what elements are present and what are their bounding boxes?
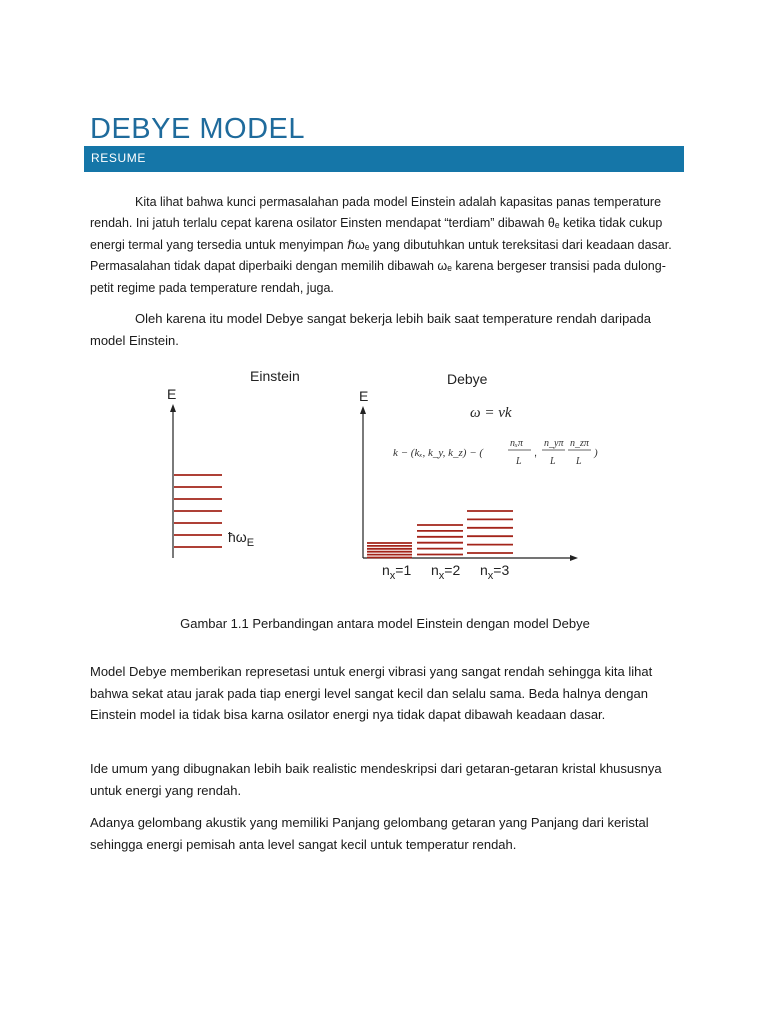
paragraph-intro-text: Kita lihat bahwa kunci permasalahan pada model Einstein adalah kapasitas panas temperature rendah. Ini jatuh terlalu cepat karena osilator Einsten mendapat “terdiam” dibawah θₑ ketika tidak cukup energi termal yang tersedia untuk menyimpan ℏωₑ yang dibutuhkan untuk tereksitasi dari keadaan dasar. Permasalahan tidak dapat diperbaiki dengan memilih dibawah ωₑ karena bergeser transisi pada dulong-petit regime pada temperature rendah, juga. [90, 194, 672, 295]
debye-k-axis-arrow [570, 555, 578, 561]
debye-equation-wavevector [393, 438, 598, 467]
debye-levels [367, 511, 513, 558]
debye-frac1-den: L [516, 456, 522, 467]
debye-equation-lhs: k − (kₓ, k_y, k_z) − ( [393, 447, 484, 459]
debye-equation-dispersion: ω = νk [470, 405, 512, 421]
einstein-axis-label: E [167, 386, 177, 402]
einstein-level-label-sub: E [246, 537, 255, 549]
debye-frac2-den: L [550, 456, 556, 467]
debye-frac1-num: nₓπ [510, 438, 523, 449]
debye-equation-rhs: ) [594, 447, 598, 459]
einstein-levels [174, 475, 222, 547]
paragraph-intro [90, 192, 680, 300]
paragraph-conclusion [90, 308, 680, 351]
debye-group-label: $n_x=1$ [382, 562, 412, 582]
debye-group-labels [382, 562, 509, 582]
debye-axis-arrow [360, 406, 366, 414]
paragraph-acoustic-waves: Adanya gelombang akustik yang memiliki Panjang gelombang getaran yang Panjang dari keristal sehingga energi pemisah anta level sangat kecil untuk temperatur rendah. [90, 815, 649, 852]
einstein-axis-arrow [170, 404, 176, 412]
debye-frac2-num: n_yπ [544, 438, 564, 449]
debye-frac-comma-1: , [534, 447, 538, 459]
debye-group-label: $n_x=2$ [431, 562, 461, 582]
debye-frac3-num: n_zπ [570, 438, 589, 449]
figure-caption: Gambar 1.1 Perbandingan antara model Einstein dengan model Debye [180, 616, 590, 631]
einstein-heading: Einstein [250, 368, 300, 384]
section-header-bar [84, 146, 684, 172]
debye-frac3-den: L [576, 456, 582, 467]
page-title: DEBYE MODEL [90, 113, 305, 146]
paragraph-general-idea: Ide umum yang dibugnakan lebih baik realistic mendeskripsi dari getaran-getaran kristal khususnya untuk energi yang rendah. [90, 761, 662, 798]
debye-axis-label: E [359, 388, 369, 404]
debye-heading: Debye [447, 371, 488, 387]
debye-group-label: $n_x=3$ [480, 562, 510, 582]
einstein-level-label [228, 529, 254, 549]
paragraph-debye-representation: Model Debye memberikan represetasi untuk energi vibrasi yang sangat rendah sehingga kita lihat bahwa sekat atau jarak pada tiap energi level sangat kecil dan selalu sama. Beda halnya dengan Einstein model ia tidak bisa karna osilator energi nya tidak dapat dibawah keadaan dasar. [90, 664, 653, 722]
einstein-debye-figure [160, 360, 620, 590]
einstein-level-label-symbol: ħω [228, 529, 247, 545]
section-label: RESUME [91, 151, 146, 165]
energy-level-diagram [160, 360, 620, 590]
paragraph-conclusion-text: Oleh karena itu model Debye sangat bekerja lebih baik saat temperature rendah daripada model Einstein. [90, 311, 651, 348]
